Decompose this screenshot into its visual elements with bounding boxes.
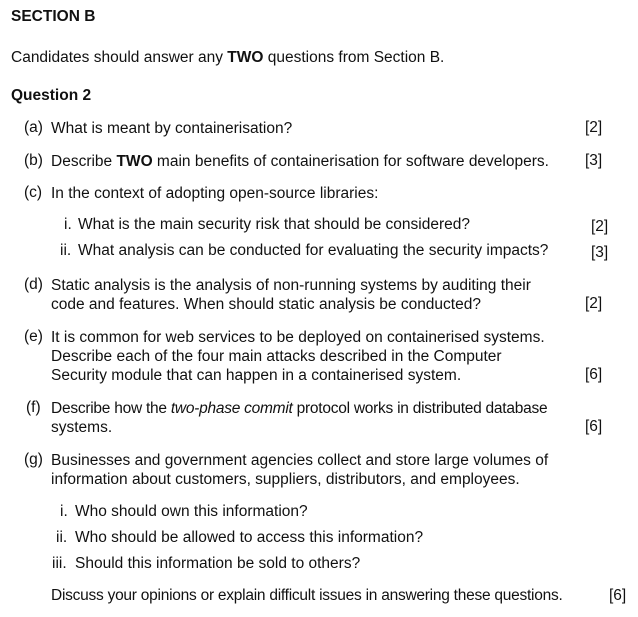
part-e-line-1: It is common for web services to be deployed on containerised systems. [51,329,545,346]
part-f-label: (f) [26,399,41,416]
part-f-before: Describe how the [51,400,171,417]
part-b-label: (b) [24,152,43,169]
part-e-marks: [6] [585,366,603,383]
instructions-emphasis: TWO [227,49,264,66]
part-b-before: Describe [51,153,117,170]
part-g-sub-i-label: i. [60,503,68,520]
part-g-closing: Discuss your opinions or explain difficult issues in answering these questions. [51,587,563,604]
part-f-after: protocol works in distributed database [292,400,548,417]
part-e-label: (e) [24,328,43,345]
part-c-sub-ii-marks: [3] [591,244,609,261]
part-e-line-3: Security module that can happen in a containerised system. [51,367,462,384]
question-title: Question 2 [11,87,92,104]
part-c-sub-i-label: i. [64,216,72,233]
part-f-marks: [6] [585,418,603,435]
part-g-sub-iii-text: Should this information be sold to others? [75,555,361,572]
instructions [11,49,444,67]
part-b-text [51,152,549,171]
part-e-line-2: Describe each of the four main attacks described in the Computer [51,348,502,365]
part-a-marks: [2] [585,119,603,136]
part-c-sub-ii-label: ii. [60,242,72,259]
part-g-sub-ii-label: ii. [56,529,68,546]
part-c-sub-i-marks: [2] [591,218,609,235]
part-g-sub-iii-label: iii. [52,555,67,572]
part-b-emphasis: TWO [116,153,153,170]
part-d-line-1: Static analysis is the analysis of non-running systems by auditing their [51,277,531,294]
part-f-emphasis: two-phase commit [170,400,293,417]
part-c-sub-i-text: What is the main security risk that should be considered? [78,216,470,233]
part-g-marks: [6] [609,587,627,604]
part-g-sub-ii-text: Who should be allowed to access this information? [75,529,424,546]
part-a-label: (a) [24,119,43,136]
part-f-line-2: systems. [51,419,113,436]
part-g-line-2: information about customers, suppliers, distributors, and employees. [51,471,520,488]
part-d-line-2: code and features. When should static analysis be conducted? [51,296,481,313]
part-d-label: (d) [24,276,43,293]
part-g-label: (g) [24,451,43,468]
part-c-sub-ii-text: What analysis can be conducted for evaluating the security impacts? [78,242,549,259]
part-g-line-1: Businesses and government agencies collect and store large volumes of [51,452,549,469]
part-f-line-1 [51,399,547,418]
part-c-label: (c) [24,184,43,201]
part-d-marks: [2] [585,295,603,312]
part-g-sub-i-text: Who should own this information? [75,503,308,520]
part-c-text: In the context of adopting open-source libraries: [51,185,379,202]
part-b-after: main benefits of containerisation for software developers. [152,153,549,170]
instructions-before: Candidates should answer any [11,49,228,66]
part-a-text: What is meant by containerisation? [51,120,293,137]
instructions-after: questions from Section B. [263,49,445,66]
section-title: SECTION B [11,8,96,25]
part-b-marks: [3] [585,152,603,169]
